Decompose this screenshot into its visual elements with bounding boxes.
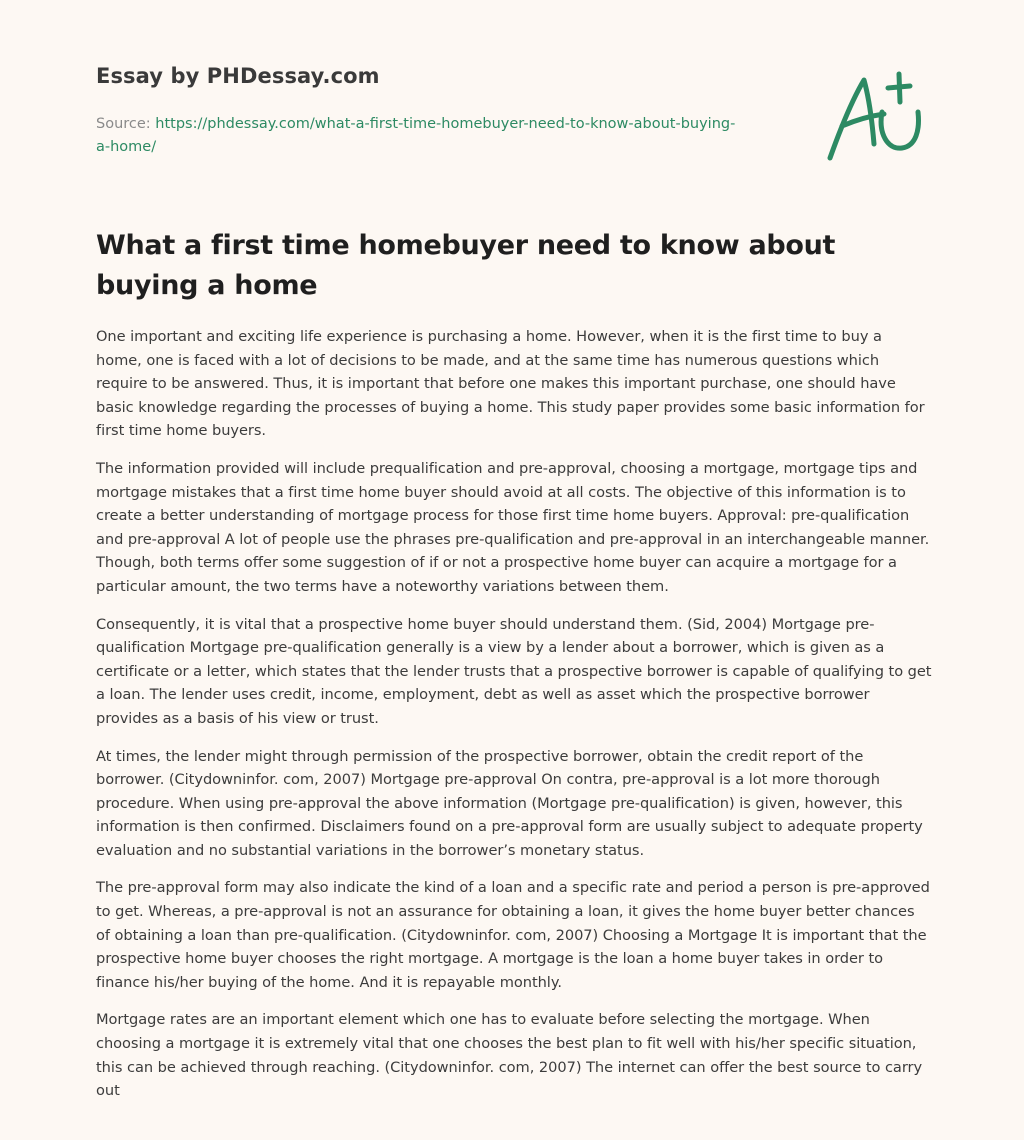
source-line bbox=[96, 113, 736, 159]
essay-paragraph: One important and exciting life experience is purchasing a home. However, when it is the first time to buy a home, one is faced with a lot of decisions to be made, and at the same time has numerous questions which require to be answered. Thus, it is important that before one makes this important purchase, one should have basic knowledge regarding the processes of buying a home. This study paper provides some basic information for first time home buyers. bbox=[96, 328, 925, 440]
essay-paragraph: Consequently, it is vital that a prospective home buyer should understand them. (Sid, 2004) Mortgage pre-qualification Mortgage pre-qualification generally is a view by a lender about a borrower, which is given as a certificate or a letter, which states that the lender trusts that a prospective borrower is capable of qualifying to get a loan. The lender uses credit, income, employment, debt as well as asset which the prospective borrower provides as a basis of his view or trust. bbox=[96, 615, 932, 727]
logo-smile bbox=[881, 112, 918, 148]
essay-body bbox=[96, 325, 932, 1117]
source-label: Source: bbox=[96, 116, 156, 132]
essay-paragraph: The information provided will include prequalification and pre-approval, choosing a mortgage, mortgage tips and mortgage mistakes that a first time home buyer should avoid at all costs. The objective of this information is to create a better understanding of mortgage process for those first time home buyers. Approval: pre-qualification and pre-approval A lot of people use the phrases pre-qualification and pre-approval in an interchangeable manner. Though, both terms offer some suggestion of if or not a prospective home buyer can acquire a mortgage for a particular amount, the two terms have a noteworthy variations between them. bbox=[96, 459, 930, 595]
source-link[interactable]: https://phdessay.com/what-a-first-time-homebuyer-need-to-know-about-buying-a-home/ bbox=[96, 116, 736, 155]
essay-paragraph: Mortgage rates are an important element which one has to evaluate before selecting the mortgage. When choosing a mortgage it is extremely vital that one chooses the best plan to fit well with his/her specific situation, this can be achieved through reaching. (Citydowninfor. com, 2007) The internet can offer the best source to carry out bbox=[96, 1011, 923, 1100]
essay-paragraph: At times, the lender might through permission of the prospective borrower, obtain the credit report of the borrower. (Citydowninfor. com, 2007) Mortgage pre-approval On contra, pre-approval is a lot more thorough procedure. When using pre-approval the above information (Mortgage pre-qualification) is given, however, this information is then confirmed. Disclaimers found on a pre-approval form are usually subject to adequate property evaluation and no substantial variations in the borrower’s monetary status. bbox=[96, 747, 923, 859]
logo-plus bbox=[888, 74, 910, 102]
essay-title: What a first time homebuyer need to know about buying a home bbox=[96, 230, 836, 301]
essay-paragraph: The pre-approval form may also indicate the kind of a loan and a specific rate and period a person is pre-approved to get. Whereas, a pre-approval is not an assurance for obtaining a loan, it gives the home buyer better chances of obtaining a loan than pre-qualification. (Citydowninfor. com, 2007) Choosing a Mortgage It is important that the prospective home buyer chooses the right mortgage. A mortgage is the loan a home buyer takes in order to finance his/her buying of the home. And it is repayable monthly. bbox=[96, 879, 930, 991]
a-plus-logo bbox=[822, 68, 928, 166]
site-brand: Essay by PHDessay.com bbox=[96, 64, 380, 88]
